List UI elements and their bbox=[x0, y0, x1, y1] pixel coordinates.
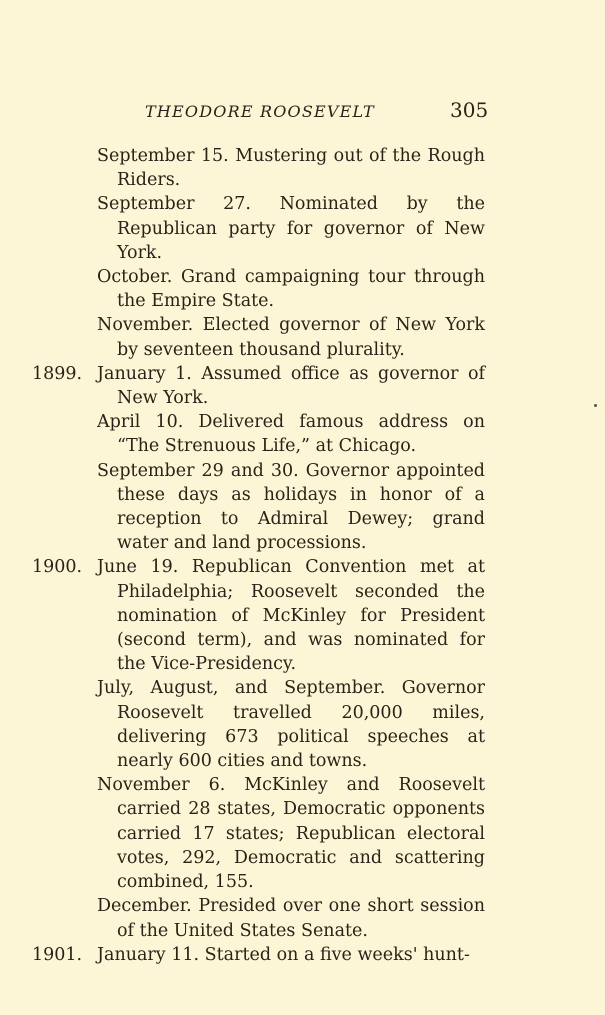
ink-speck bbox=[594, 404, 597, 407]
chronology-entry bbox=[0, 943, 485, 967]
entry-text: September 15. Mustering out of the Rough Riders. bbox=[97, 146, 485, 191]
chronology-entry bbox=[0, 313, 485, 361]
entry-text: November 6. McKinley and Roosevelt carried 28 states, Democratic opponents carried 17 states; Republican electoral votes, 292, Democratic and scattering combined, 155. bbox=[97, 775, 485, 893]
entry-year: 1901. bbox=[32, 944, 83, 965]
entry-text: July, August, and September. Governor Roosevelt travelled 20,000 miles, delivering 673 political speeches at nearly 600 cities and towns. bbox=[97, 678, 485, 772]
entry-text: April 10. Delivered famous address on “The Strenuous Life,” at Chicago. bbox=[97, 412, 485, 457]
entry-text: December. Presided over one short session of the United States Senate. bbox=[97, 896, 485, 941]
entry-text: June 19. Republican Convention met at Philadelphia; Roosevelt seconded the nomination of McKinley for President (second term), and was nominated for the Vice-Presidency. bbox=[97, 557, 485, 675]
page-header bbox=[0, 98, 605, 124]
entry-text: September 27. Nominated by the Republican party for governor of New York. bbox=[97, 194, 485, 263]
running-head: THEODORE ROOSEVELT bbox=[145, 102, 375, 121]
entry-text: January 1. Assumed office as governor of New York. bbox=[97, 363, 485, 409]
chronology-entry bbox=[0, 265, 485, 313]
chronology-entry bbox=[0, 362, 485, 410]
chronology-list bbox=[0, 144, 605, 967]
chronology-entry bbox=[0, 676, 485, 773]
chronology-entry bbox=[0, 894, 485, 942]
chronology-entry bbox=[0, 459, 485, 556]
entry-text: September 29 and 30. Governor appointed these days as holidays in honor of a reception to Admiral Dewey; grand water and land processions. bbox=[97, 460, 485, 554]
chronology-entry bbox=[0, 773, 485, 894]
entry-year: 1900. bbox=[32, 557, 83, 578]
chronology-entry bbox=[0, 144, 485, 192]
chronology-entry bbox=[0, 410, 485, 458]
page-number: 305 bbox=[450, 98, 489, 122]
chronology-entry bbox=[0, 555, 485, 676]
entry-text: November. Elected governor of New York by seventeen thousand plurality. bbox=[97, 315, 485, 360]
chronology-entry bbox=[0, 192, 485, 265]
entry-text: January 11. Started on a five weeks' hunt- bbox=[97, 944, 470, 965]
entry-year: 1899. bbox=[32, 363, 83, 384]
entry-text: October. Grand campaigning tour through the Empire State. bbox=[97, 267, 485, 312]
